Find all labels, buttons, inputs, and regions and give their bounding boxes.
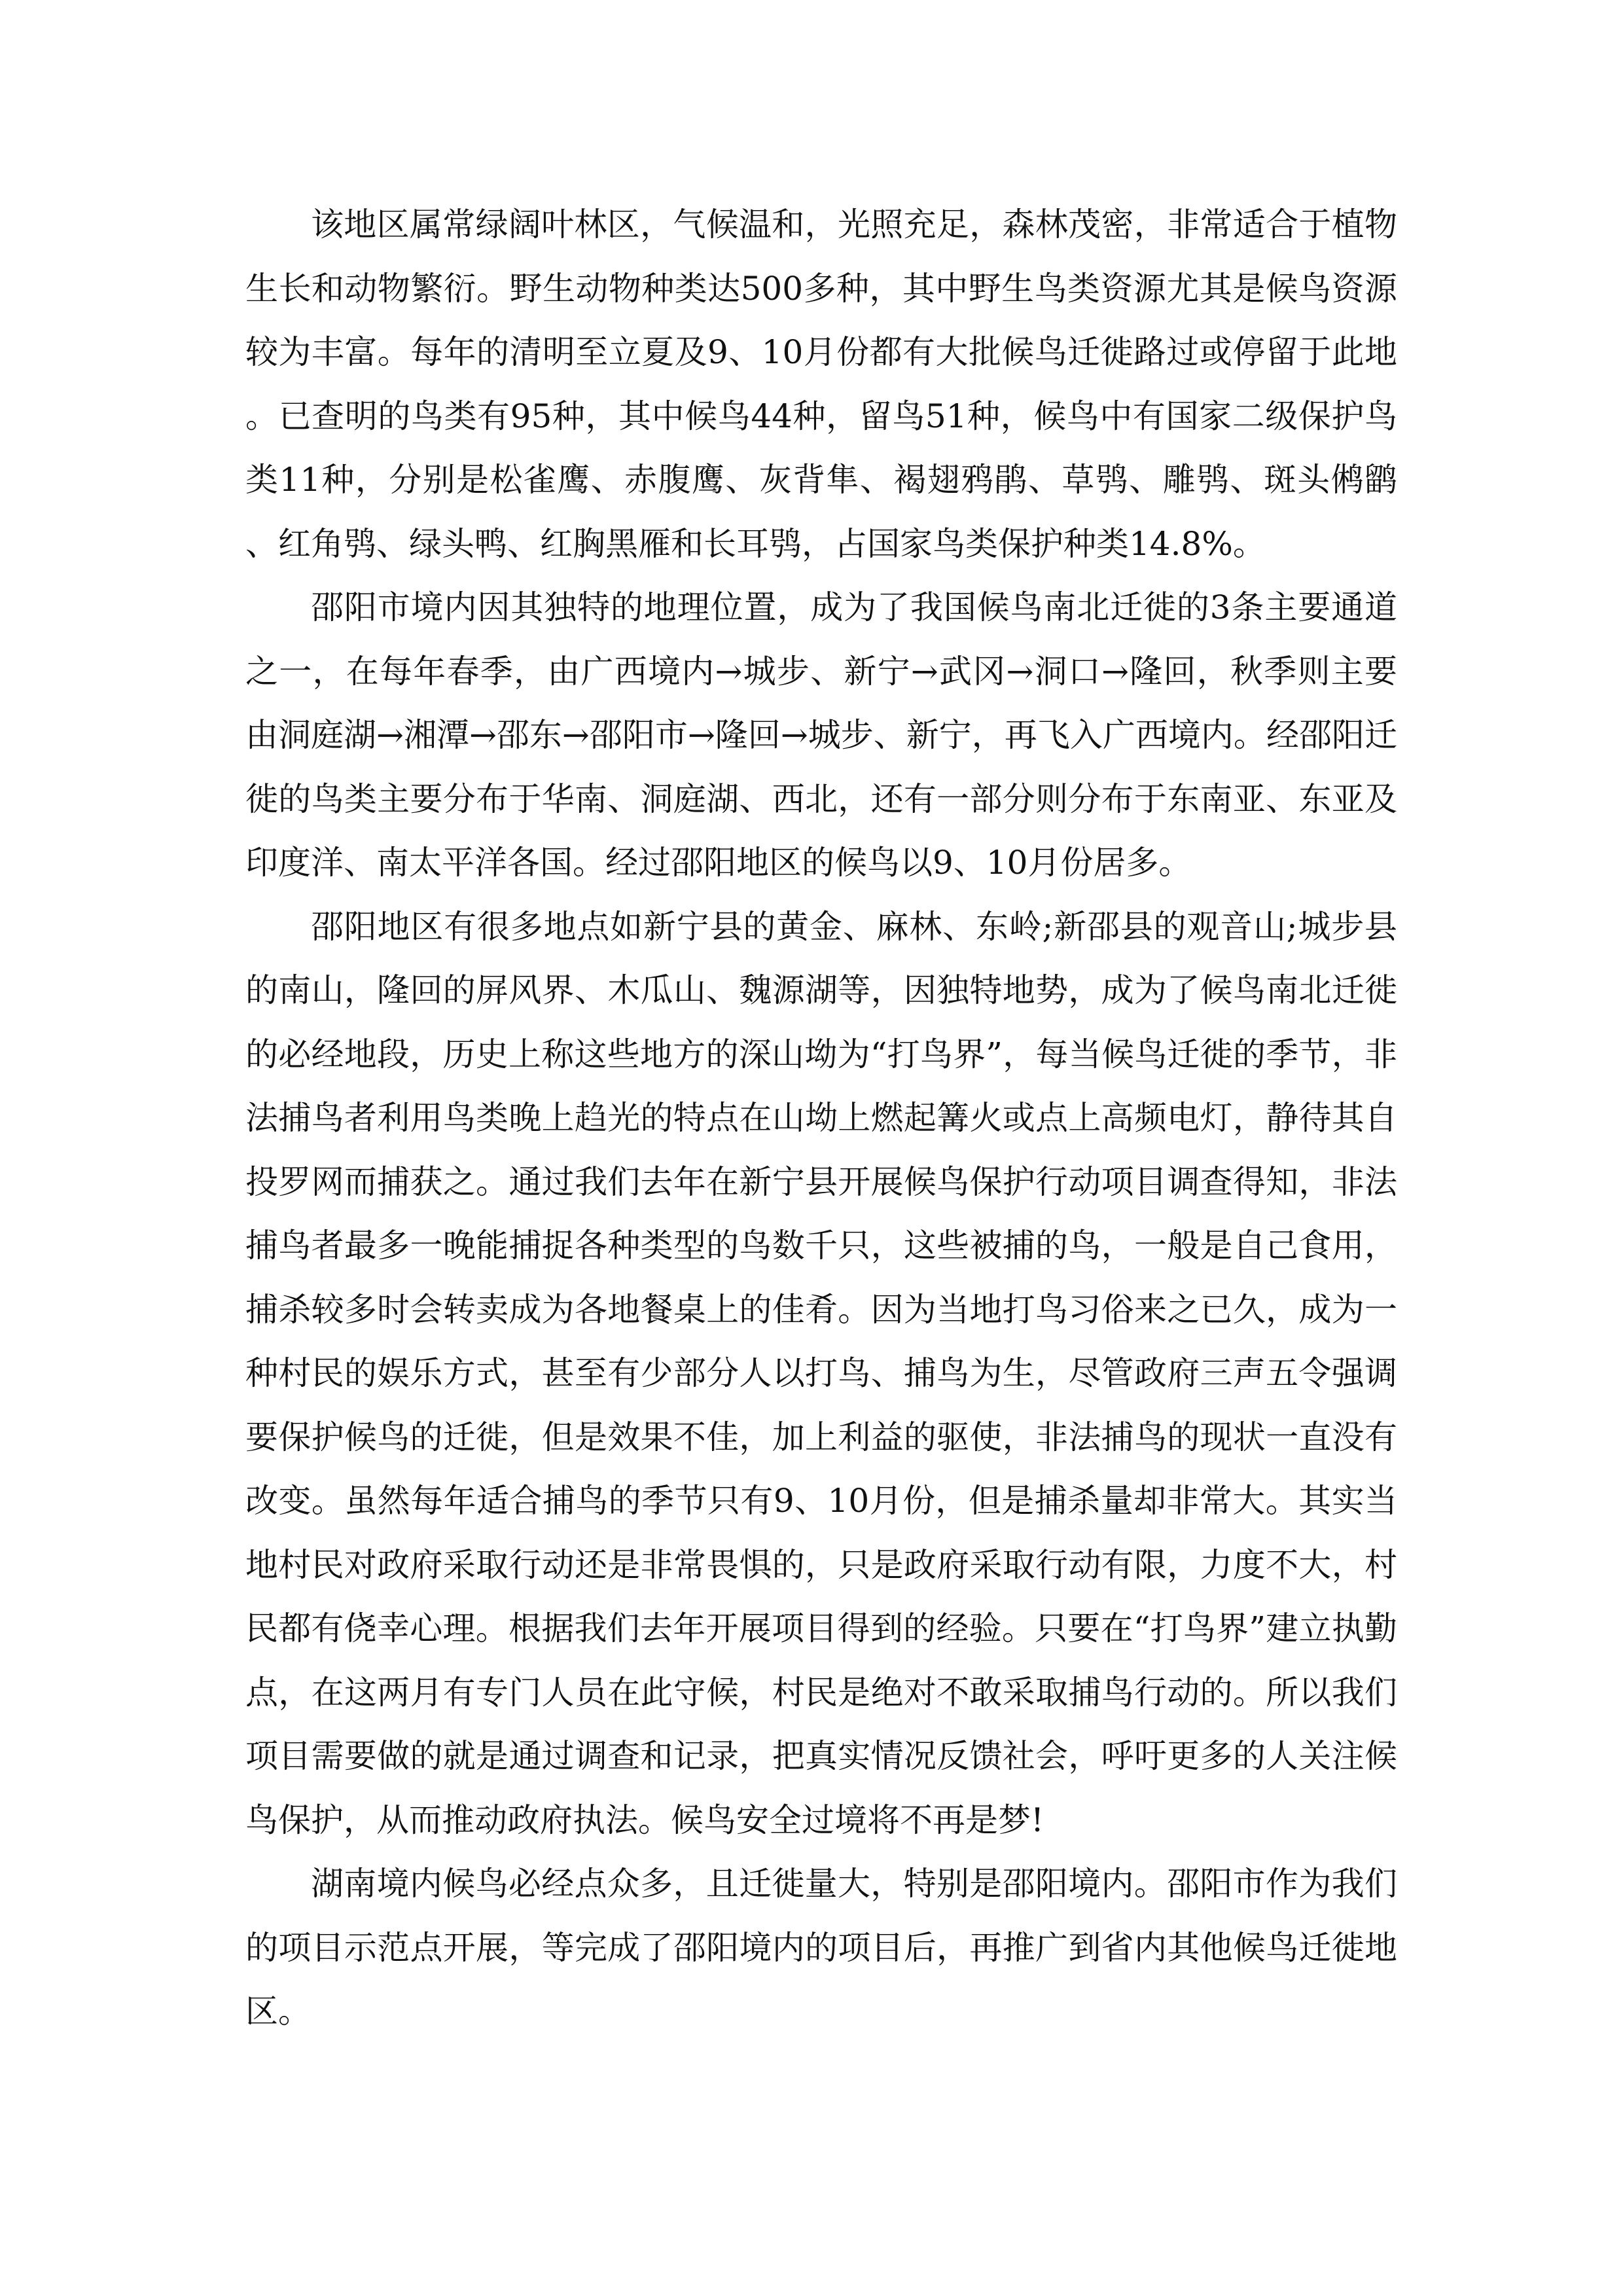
- paragraph-migration-route: 邵阳市境内因其独特的地理位置，成为了我国候鸟南北迁徙的3条主要通道之一，在每年春季，由广西境内→城步、新宁→武冈→洞口→隆回，秋季则主要由洞庭湖→湘潭→邵东→邵阳市→隆回→城步、新宁，再飞入广西境内。经邵阳迁徙的鸟类主要分布于华南、洞庭湖、西北，还有一部分则分布于东南亚、东亚及印度洋、南太平洋各国。经过邵阳地区的候鸟以9、10月份居多。: [245, 588, 1397, 882]
- document-page: [245, 193, 1397, 2044]
- paragraph-habitat: 该地区属常绿阔叶林区，气候温和，光照充足，森林茂密，非常适合于植物生长和动物繁衍。野生动物种类达500多种，其中野生鸟类资源尤其是候鸟资源较为丰富。每年的清明至立夏及9、10月份都有大批候鸟迁徙路过或停留于此地。已查明的鸟类有95种，其中候鸟44种，留鸟51种，候鸟中有国家二级保护鸟类11种，分别是松雀鹰、赤腹鹰、灰背隼、褐翅鸦鹃、草鸮、雕鸮、斑头鸺鹠、红角鸮、绿头鸭、红胸黑雁和长耳鸮，占国家鸟类保护种类14.8%。: [245, 206, 1397, 563]
- paragraph-project-plan: 湖南境内候鸟必经点众多，且迁徙量大，特别是邵阳境内。邵阳市作为我们的项目示范点开展，等完成了邵阳境内的项目后，再推广到省内其他候鸟迁徙地区。: [245, 1865, 1397, 2030]
- paragraph-illegal-hunting: 邵阳地区有很多地点如新宁县的黄金、麻林、东岭;新邵县的观音山;城步县的南山，隆回的屏风界、木瓜山、魏源湖等，因独特地势，成为了候鸟南北迁徙的必经地段，历史上称这些地方的深山坳为“打鸟界”，每当候鸟迁徙的季节，非法捕鸟者利用鸟类晚上趋光的特点在山坳上燃起篝火或点上高频电灯，静待其自投罗网而捕获之。通过我们去年在新宁县开展候鸟保护行动项目调查得知，非法捕鸟者最多一晚能捕捉各种类型的鸟数千只，这些被捕的鸟，一般是自己食用，捕杀较多时会转卖成为各地餐桌上的佳肴。因为当地打鸟习俗来之已久，成为一种村民的娱乐方式，甚至有少部分人以打鸟、捕鸟为生，尽管政府三声五令强调要保护候鸟的迁徙，但是效果不佳，加上利益的驱使，非法捕鸟的现状一直没有改变。虽然每年适合捕鸟的季节只有9、10月份，但是捕杀量却非常大。其实当地村民对政府采取行动还是非常畏惧的，只是政府采取行动有限，力度不大，村民都有侥幸心理。根据我们去年开展项目得到的经验。只要在“打鸟界”建立执勤点，在这两月有专门人员在此守候，村民是绝对不敢采取捕鸟行动的。所以我们项目需要做的就是通过调查和记录，把真实情况反馈社会，呼吁更多的人关注候鸟保护，从而推动政府执法。候鸟安全过境将不再是梦!: [245, 907, 1397, 1839]
